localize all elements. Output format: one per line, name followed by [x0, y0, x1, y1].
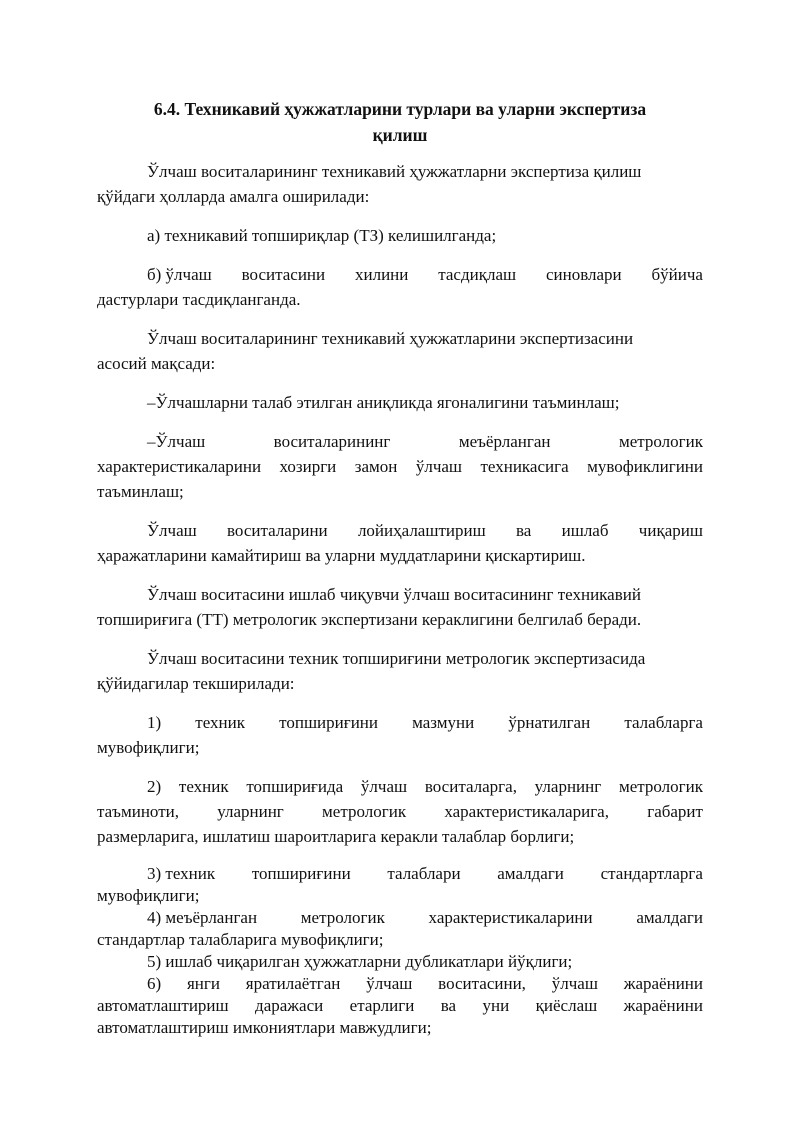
numbered-item-3-line-2: мувофиқлиги;	[97, 886, 200, 905]
word: –Ўлчаш	[147, 432, 206, 451]
dash-item-2-line-1	[97, 429, 703, 454]
list-item-b-line-1	[97, 262, 703, 287]
word: метрологик	[618, 432, 703, 451]
word: ўлчаш	[366, 974, 413, 993]
word: даражаси	[255, 996, 324, 1015]
dash-item-2-line-2: характеристикаларини хозирги замон ўлчаш техникасига мувофиклигини	[97, 457, 703, 476]
numbered-item-1-line-1	[97, 710, 703, 735]
word: таъминоти,	[97, 802, 179, 821]
word: жараёнини	[623, 974, 703, 993]
maker-line-1: Ўлчаш воситасини ишлаб чиқувчи ўлчаш воситасининг техникавий	[147, 585, 641, 604]
word: талабларга	[624, 713, 703, 732]
word: уларнинг	[217, 802, 284, 821]
check-line-2: қўйидагилар текширилади:	[97, 674, 295, 693]
numbered-item-4-line-2: стандартлар талабларига мувофиқлиги;	[97, 930, 384, 949]
purpose-line-1: Ўлчаш воситаларининг техникавий ҳужжатларини экспертизасини	[147, 329, 634, 348]
word: уни	[482, 996, 510, 1015]
word: автоматлаштириш	[97, 996, 229, 1015]
word: б) ўлчаш	[147, 265, 212, 284]
word: воситаларини	[227, 521, 328, 540]
numbered-item-6-line-2	[97, 995, 703, 1017]
word: синовлари	[545, 265, 622, 284]
list-item-a: а) техникавий топшириқлар (ТЗ) келишилганда;	[147, 226, 497, 245]
list-item-b-line-2: дастурлари тасдиқланганда.	[97, 290, 301, 309]
intro-line-2: қўйдаги ҳолларда амалга оширилади:	[97, 187, 370, 206]
numbered-item-3-line-1	[97, 863, 703, 885]
cost-line-2: ҳаражатларини камайтириш ва уларни муддатларини қискартириш.	[97, 546, 586, 565]
dash-item-2-line-3: таъминлаш;	[97, 482, 184, 501]
word: хилини	[354, 265, 409, 284]
dash-item-1: –Ўлчашларни талаб этилган аниқликда ягоналигини таъминлаш;	[147, 393, 620, 412]
word: лойиҳалаштириш	[357, 521, 486, 540]
numbered-item-5: 5) ишлаб чиқарилган ҳужжатларни дубликатлари йўқлиги;	[147, 952, 573, 971]
word: воситасини	[241, 265, 326, 284]
word: чиқариш	[638, 521, 703, 540]
word: воситасини,	[438, 974, 526, 993]
numbered-item-4-line-1	[97, 907, 703, 929]
word: бўйича	[651, 265, 703, 284]
word: амалдаги	[636, 908, 703, 927]
word: қиёслаш	[535, 996, 598, 1015]
word: янги	[186, 974, 220, 993]
numbered-item-6-line-3: автоматлаштириш имкониятлари мавжудлиги;	[97, 1018, 432, 1037]
purpose-line-2: асосий мақсади:	[97, 354, 216, 373]
word: топшириғини	[251, 864, 351, 883]
word: ўлчаш	[551, 974, 598, 993]
word: амалдаги	[497, 864, 564, 883]
word: талаблари	[387, 864, 461, 883]
intro-line-1: Ўлчаш воситаларининг техникавий ҳужжатларни экспертиза қилиш	[147, 162, 642, 181]
word: ишлаб	[561, 521, 609, 540]
word: габарит	[647, 802, 703, 821]
numbered-item-2-line-3: размерларига, ишлатиш шароитларига керакли талаблар борлиги;	[97, 827, 575, 846]
check-line-1: Ўлчаш воситасини техник топшириғини метрологик экспертизасида	[147, 649, 646, 668]
numbered-item-6-line-1	[97, 973, 703, 995]
word: воситаларининг	[273, 432, 391, 451]
word: 1)	[147, 713, 162, 732]
word: стандартларга	[600, 864, 703, 883]
word: меъёрланган	[458, 432, 551, 451]
numbered-item-2-line-1: 2) техник топшириғида ўлчаш воситаларга, уларнинг метрологик	[147, 777, 703, 796]
word: характеристикаларини	[428, 908, 593, 927]
word: характеристикаларига,	[444, 802, 609, 821]
word: Ўлчаш	[147, 521, 197, 540]
word: 4) меъёрланган	[147, 908, 258, 927]
word: метрологик	[300, 908, 385, 927]
section-title-line-1: 6.4. Техникавий ҳужжатларини турлари ва уларни экспертиза	[153, 99, 647, 119]
word: техник	[195, 713, 246, 732]
word: топшириғини	[279, 713, 378, 732]
word: яратилаётган	[245, 974, 341, 993]
word: тасдиқлаш	[438, 265, 517, 284]
word: 6)	[147, 974, 162, 993]
word: жараёнини	[623, 996, 703, 1015]
numbered-item-2-line-2	[97, 799, 703, 824]
word: ва	[515, 521, 532, 540]
word: метрологик	[322, 802, 407, 821]
word: 3) техник	[147, 864, 216, 883]
cost-line-1	[97, 518, 703, 543]
word: ўрнатилган	[508, 713, 591, 732]
section-title	[98, 96, 702, 148]
word: етарлиги	[349, 996, 415, 1015]
word: мазмуни	[412, 713, 475, 732]
section-title-line-2: қилиш	[372, 125, 428, 145]
numbered-item-1-line-2: мувофиқлиги;	[97, 738, 200, 757]
word: ва	[440, 996, 457, 1015]
maker-line-2: топшириғига (ТТ) метрологик экспертизани кераклигини белгилаб беради.	[97, 610, 642, 629]
